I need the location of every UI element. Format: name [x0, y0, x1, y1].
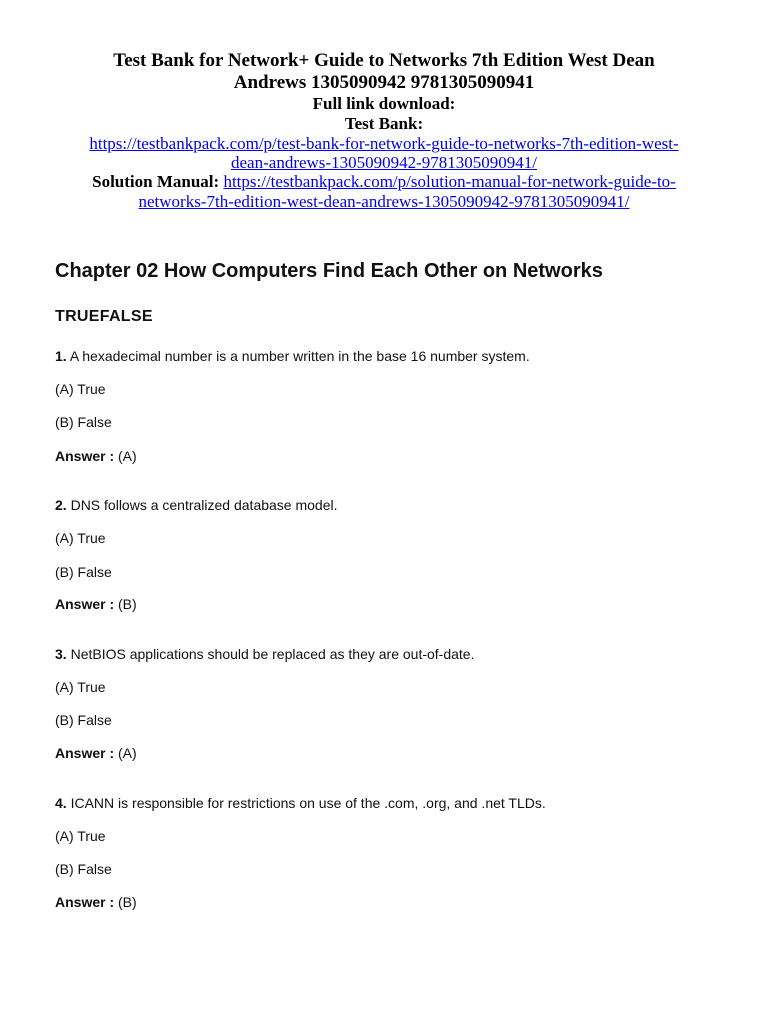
solution-manual-row: [0, 172, 768, 211]
solution-manual-label: Solution Manual:: [92, 172, 220, 191]
question-number: 3.: [55, 646, 67, 662]
question-text: A hexadecimal number is a number written in the base 16 number system.: [69, 348, 530, 364]
full-link-label: Full link download:: [312, 94, 456, 113]
test-bank-label: Test Bank:: [344, 114, 424, 133]
answer-label: Answer :: [55, 894, 115, 910]
solution-url-line-1[interactable]: https://testbankpack.com/p/solution-manual-for-network-guide-to-: [223, 172, 676, 191]
question-2: [55, 497, 338, 513]
document-header: [0, 50, 768, 211]
option-a: (A) True: [55, 679, 106, 695]
option-b: (B) False: [55, 712, 112, 728]
option-a: (A) True: [55, 530, 106, 546]
option-b: (B) False: [55, 414, 112, 430]
option-b: (B) False: [55, 861, 112, 877]
answer-row: [55, 894, 137, 910]
option-a: (A) True: [55, 381, 106, 397]
answer-row: [55, 745, 137, 761]
option-b: (B) False: [55, 564, 112, 580]
question-number: 1.: [55, 348, 67, 364]
question-1: [55, 348, 530, 364]
question-number: 2.: [55, 497, 67, 513]
test-bank-url-line-2[interactable]: dean-andrews-1305090942-9781305090941/: [231, 153, 537, 172]
answer-row: [55, 448, 137, 464]
solution-url-line-2[interactable]: networks-7th-edition-west-dean-andrews-1305090942-9781305090941/: [138, 192, 630, 211]
answer-label: Answer :: [55, 596, 115, 612]
answer-value: (A): [118, 448, 137, 464]
answer-label: Answer :: [55, 448, 115, 464]
question-number: 4.: [55, 795, 67, 811]
question-text: NetBIOS applications should be replaced as they are out-of-date.: [70, 646, 475, 662]
test-bank-link[interactable]: [0, 134, 768, 172]
question-4: [55, 795, 546, 811]
answer-row: [55, 596, 137, 612]
chapter-title: Chapter 02 How Computers Find Each Other on Networks: [55, 260, 603, 282]
title-line-2: Andrews 1305090942 9781305090941: [233, 72, 535, 93]
section-title: TRUEFALSE: [55, 308, 153, 325]
answer-value: (B): [118, 894, 137, 910]
question-text: ICANN is responsible for restrictions on use of the .com, .org, and .net TLDs.: [70, 795, 546, 811]
question-3: [55, 646, 475, 662]
title-line-1: Test Bank for Network+ Guide to Networks 7th Edition West Dean: [113, 50, 655, 71]
option-a: (A) True: [55, 828, 106, 844]
question-text: DNS follows a centralized database model.: [70, 497, 338, 513]
test-bank-url-line-1[interactable]: https://testbankpack.com/p/test-bank-for-network-guide-to-networks-7th-edition-west-: [89, 134, 679, 153]
answer-label: Answer :: [55, 745, 115, 761]
document-title: [64, 50, 704, 94]
answer-value: (B): [118, 596, 137, 612]
answer-value: (A): [118, 745, 137, 761]
